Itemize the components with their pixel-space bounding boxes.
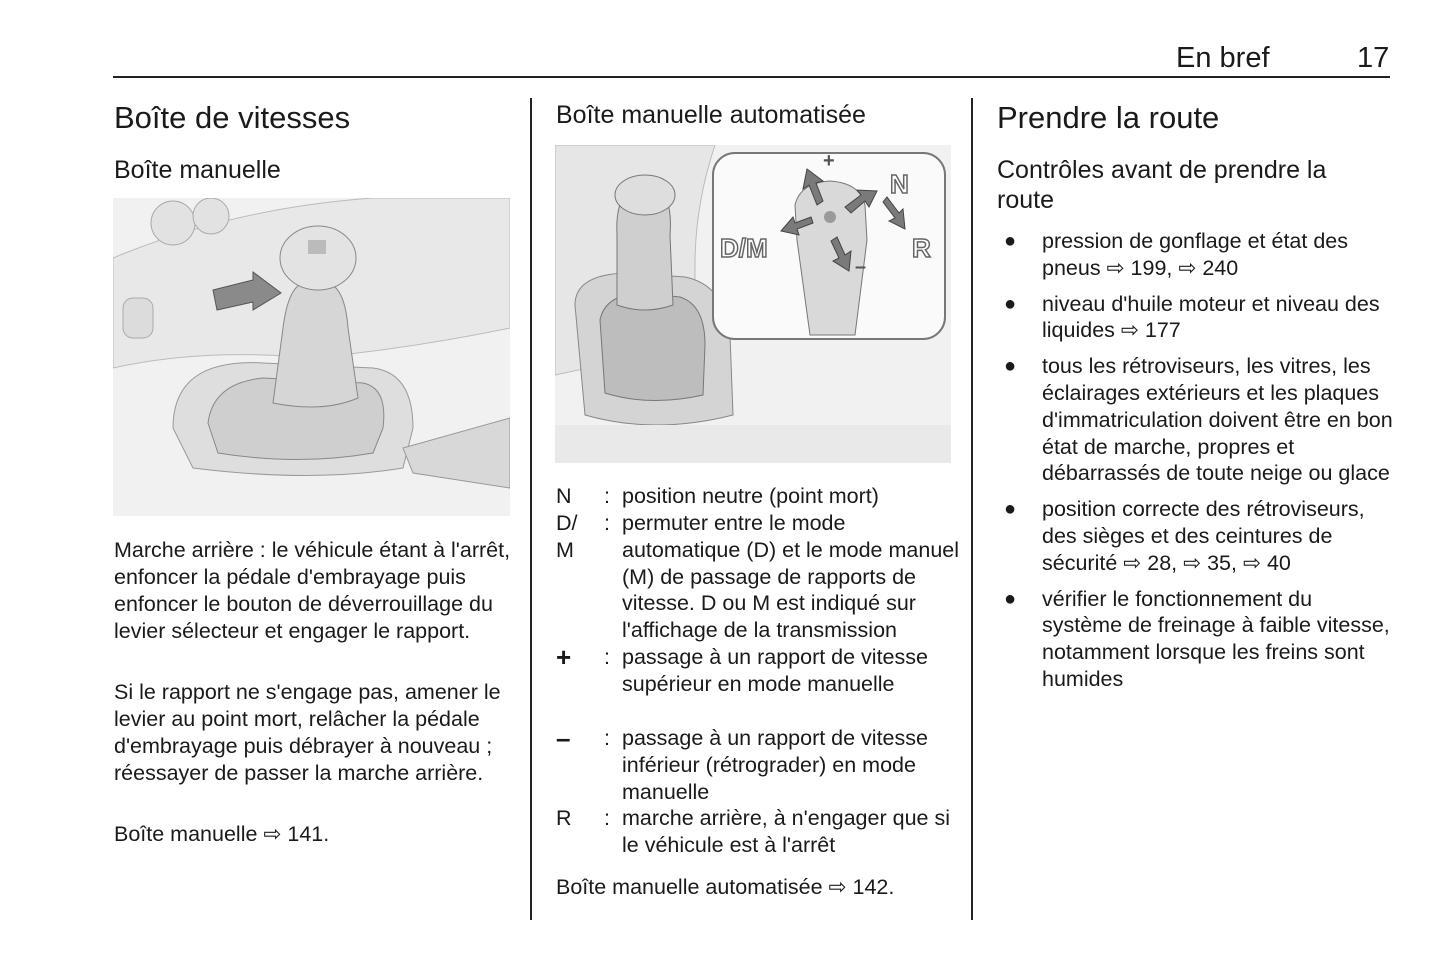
list-item: ● niveau d'huile moteur et niveau des liquides ⇨ 177	[1004, 291, 1380, 343]
column-divider-2	[971, 98, 973, 920]
legend-text: position neutre (point mort)	[622, 484, 879, 508]
figure-label-r: R	[912, 233, 931, 263]
page-number: 17	[1357, 42, 1390, 74]
subsection-title-automated: Boîte manuelle automatisée	[556, 101, 866, 129]
reference-automated-gearbox: Boîte manuelle automatisée ⇨ 142.	[556, 875, 895, 899]
list-item: ● position correcte des rétroviseurs, des sièges et des ceintures de sécurité ⇨ 28, ⇨ 35, ⇨ 40	[1004, 497, 1365, 575]
automated-gearbox-figure	[555, 145, 951, 463]
legend-text: passage à un rapport de vitesse inférieur (rétrograder) en mode manuelle	[622, 726, 928, 804]
list-item: ● vérifier le fonctionnement du système de freinage à faible vitesse, notamment lorsque les freins sont humides	[1004, 586, 1390, 691]
paragraph-reverse-gear: Marche arrière : le véhicule étant à l'arrêt, enfoncer la pédale d'embrayage puis enfoncer le bouton de déverrouillage du levier sélecteur et engager le rapport.	[114, 538, 511, 643]
list-item: ● pression de gonflage et état des pneus ⇨ 199, ⇨ 240	[1004, 229, 1348, 280]
legend-text: marche arrière, à n'engager que si le véhicule est à l'arrêt	[622, 806, 950, 857]
manual-gear-lever-illustration	[113, 198, 510, 516]
running-header-section: En bref	[1176, 42, 1270, 74]
subsection-title-checks: Contrôles avant de prendre la route	[997, 156, 1327, 214]
manual-gearbox-figure	[113, 198, 510, 516]
bullet-icon: ●	[1004, 230, 1017, 252]
bullet-icon: ●	[1004, 498, 1017, 521]
paragraph-gear-not-engaged: Si le rapport ne s'engage pas, amener le levier au point mort, relâcher la pédale d'embrayage puis débrayer à nouveau ; réessayer de passer la marche arrière.	[114, 680, 501, 785]
legend-key: D/ M	[556, 511, 578, 562]
legend-text: passage à un rapport de vitesse supérieur en mode manuelle	[622, 645, 928, 696]
section-title-driving: Prendre la route	[997, 100, 1220, 135]
column-divider-1	[530, 98, 532, 920]
bullet-icon: ●	[1004, 587, 1017, 610]
legend-key: –	[556, 723, 571, 753]
legend-key: N	[556, 484, 572, 508]
reference-manual-gearbox: Boîte manuelle ⇨ 141.	[114, 822, 330, 846]
list-item: ● tous les rétroviseurs, les vitres, les éclairages extérieurs et les plaques d'immatriculation doivent être en bon état de marche, propres et débarrassés de toute neige ou glace	[1004, 354, 1393, 486]
figure-label-plus: +	[823, 150, 835, 172]
subsection-title-manual: Boîte manuelle	[114, 156, 281, 184]
header-rule	[113, 76, 1390, 78]
legend-text: permuter entre le mode automatique (D) et le mode manuel (M) de passage de rapports de vitesse. D ou M est indiqué sur l'affichage de la transmission	[622, 511, 960, 643]
legend-key: +	[556, 642, 572, 672]
bullet-icon: ●	[1004, 292, 1017, 315]
legend-key: R	[556, 806, 572, 830]
section-title-gearbox: Boîte de vitesses	[114, 100, 351, 135]
bullet-icon: ●	[1004, 355, 1017, 378]
figure-label-minus: –	[855, 256, 867, 278]
figure-label-dm: D/M	[720, 233, 768, 263]
figure-label-n: N	[890, 169, 909, 199]
checklist	[997, 228, 1397, 702]
automated-gear-lever-illustration	[555, 145, 951, 463]
